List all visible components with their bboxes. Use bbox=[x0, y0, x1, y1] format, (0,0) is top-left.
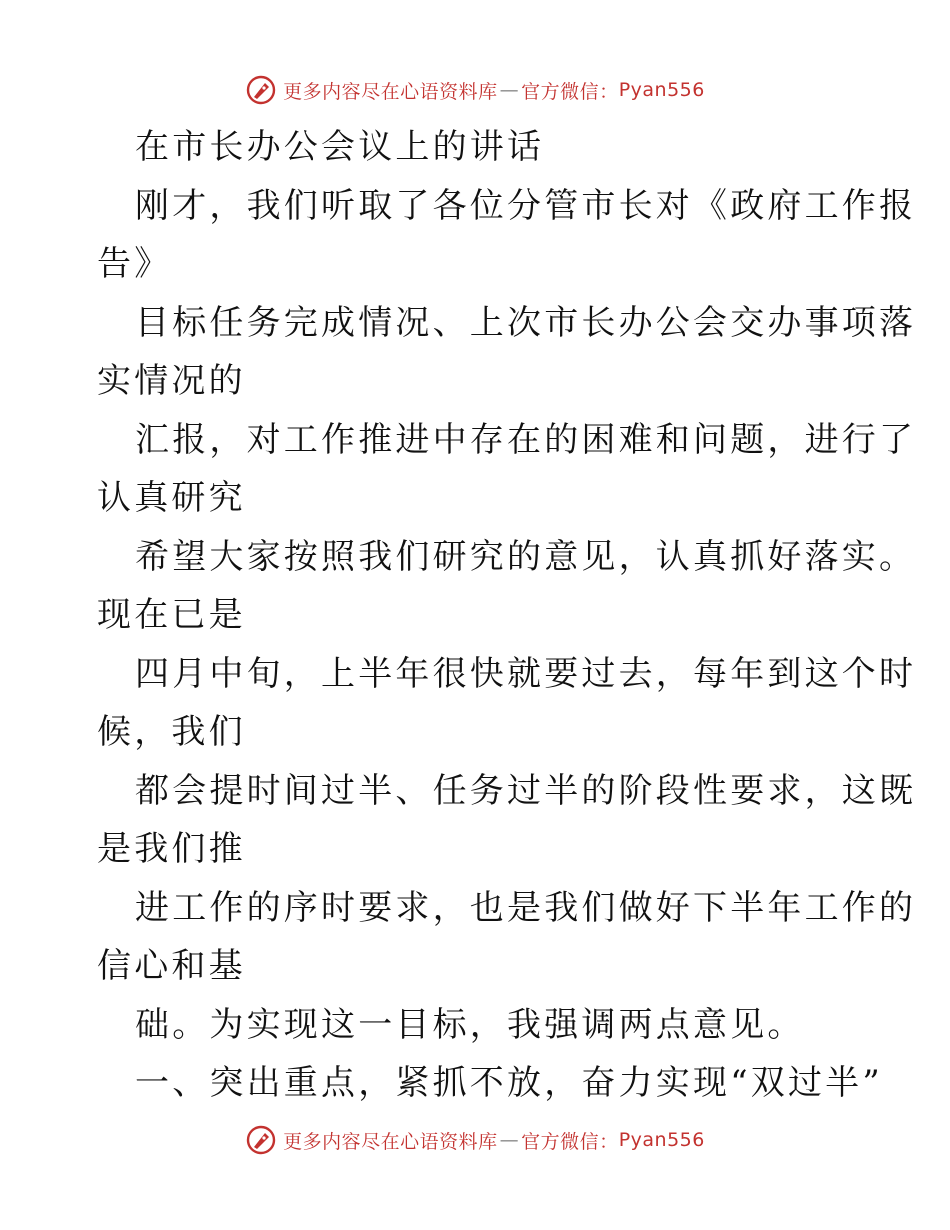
watermark-site-text: 更多内容尽在心语资料库 bbox=[283, 80, 498, 103]
text-line: 候，我们 bbox=[97, 712, 246, 752]
text-line: 都会提时间过半、任务过半的阶段性要求，这既 bbox=[135, 770, 917, 811]
text-line: 希望大家按照我们研究的意见，认真抓好落实。 bbox=[135, 536, 917, 577]
watermark-account: Pyan556 bbox=[618, 1129, 705, 1151]
text-line: 现在已是 bbox=[97, 595, 246, 635]
text-line: 刚才，我们听取了各位分管市长对《政府工作报 bbox=[135, 185, 917, 226]
text-line: 信心和基 bbox=[97, 946, 246, 986]
watermark-wechat-text: 官方微信： bbox=[521, 1130, 619, 1153]
watermark-account: Pyan556 bbox=[618, 79, 705, 101]
text-line: 四月中旬，上半年很快就要过去，每年到这个时 bbox=[135, 653, 917, 694]
text-line: 进工作的序时要求，也是我们做好下半年工作的 bbox=[135, 887, 917, 928]
text-line: 是我们推 bbox=[97, 829, 246, 869]
watermark-separator: — bbox=[499, 79, 520, 101]
header-watermark bbox=[0, 70, 950, 110]
pen-nib-logo-icon bbox=[245, 1124, 277, 1156]
text-line: 础。为实现这一目标，我强调两点意见。 bbox=[135, 1004, 805, 1045]
text-line: 实情况的 bbox=[97, 361, 246, 401]
watermark-separator: — bbox=[499, 1129, 520, 1151]
text-line: 汇报，对工作推进中存在的困难和问题，进行了 bbox=[135, 419, 917, 460]
document-body bbox=[97, 118, 917, 1113]
text-line: 告》 bbox=[97, 244, 172, 284]
text-line: 认真研究 bbox=[97, 478, 246, 518]
text-line: 一、突出重点，紧抓不放，奋力实现“双过半” bbox=[135, 1063, 883, 1103]
text-line: 目标任务完成情况、上次市长办公会交办事项落 bbox=[135, 302, 917, 343]
pen-nib-logo-icon bbox=[245, 74, 277, 106]
watermark-wechat-text: 官方微信： bbox=[521, 80, 619, 103]
footer-watermark bbox=[0, 1120, 950, 1160]
watermark-site-text: 更多内容尽在心语资料库 bbox=[283, 1130, 498, 1153]
text-line: 在市长办公会议上的讲话 bbox=[135, 127, 545, 167]
